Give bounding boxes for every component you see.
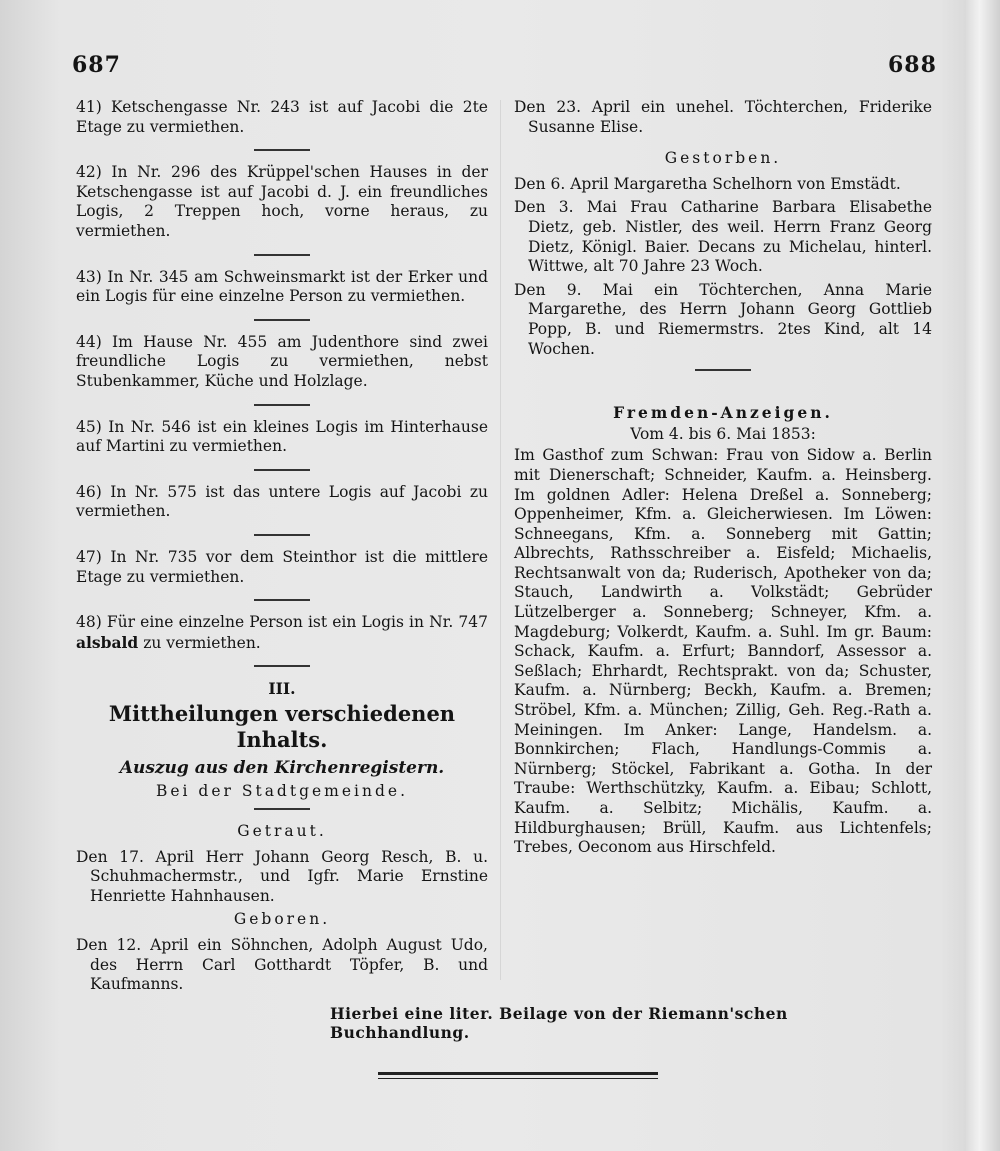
ad-43: 43) In Nr. 345 am Schweinsmarkt ist der Erker und ein Logis für eine einzelne Person zu vermiethen. bbox=[76, 267, 488, 306]
page-number-left: 687 bbox=[72, 52, 121, 78]
separator bbox=[254, 319, 310, 321]
left-column bbox=[76, 98, 488, 999]
born-entry-1: Den 12. April ein Söhnchen, Adolph August Udo, des Herrn Carl Gotthardt Töpfer, B. und Kaufmanns. bbox=[76, 936, 488, 994]
section-subtitle: Auszug aus den Kirchenregistern. bbox=[119, 757, 445, 778]
fremden-dates: Vom 4. bis 6. Mai 1853: bbox=[630, 424, 816, 443]
footer-rule bbox=[378, 1072, 658, 1075]
ad-48 bbox=[76, 613, 488, 653]
footer-note: Hierbei eine liter. Beilage von der Riemann'schen Buchhandlung. bbox=[330, 1004, 788, 1042]
died-entry-1: Den 6. April Margaretha Schelhorn von Emstädt. bbox=[514, 174, 901, 193]
born-heading: Geboren. bbox=[233, 910, 331, 929]
ad-46: 46) In Nr. 575 ist das untere Logis auf Jacobi zu vermiethen. bbox=[76, 482, 488, 521]
ad-42: 42) In Nr. 296 des Krüppel'schen Hauses in der Ketschengasse ist auf Jacobi d. J. ein freundliches Logis, 2 Treppen hoch, vorne heraus, zu vermiethen. bbox=[76, 163, 488, 240]
ad-48-tail: zu vermiethen. bbox=[138, 633, 261, 652]
separator bbox=[254, 808, 310, 810]
page-number-right: 688 bbox=[888, 52, 937, 78]
married-entry: Den 17. April Herr Johann Georg Resch, B. u. Schuhmachermstr., und Igfr. Marie Ernstine Henriette Hahnhausen. bbox=[76, 847, 488, 905]
right-column bbox=[514, 98, 932, 870]
separator bbox=[254, 534, 310, 536]
ad-47: 47) In Nr. 735 vor dem Steinthor ist die mittlere Etage zu vermiethen. bbox=[76, 547, 488, 586]
died-entry-2: Den 3. Mai Frau Catharine Barbara Elisabethe Dietz, geb. Nistler, des weil. Herrn Franz Georg Dietz, Königl. Baier. Decans zu Michelau, hinterl. Wittwe, alt 70 Jahre 23 Woch. bbox=[514, 198, 932, 276]
separator bbox=[254, 149, 310, 151]
died-heading: Gestorben. bbox=[664, 149, 782, 168]
ad-48-text: 48) Für eine einzelne Person ist ein Logis in Nr. 747 bbox=[76, 613, 488, 632]
separator bbox=[254, 599, 310, 601]
section-title: Mittheilungen verschiedenen Inhalts. bbox=[108, 700, 456, 752]
married-heading: Getraut. bbox=[237, 822, 327, 841]
fremden-text: Im Gasthof zum Schwan: Frau von Sidow a. Berlin mit Dienerschaft; Schneider, Kaufm. a. Heinsberg. Im goldnen Adler: Helena Dreßel a. Sonneberg; Oppenheimer, Kfm. a. Gleicherwiesen. Im Löwen: Schneegans, Kfm. a. Sonneberg mit Gattin; Albrechts, Rathsschreiber a. Eisfeld; Michaelis, Rechtsanwalt von da; Ruderisch, Apotheker von da; Stauch, Landwirth a. Volkstädt; Gebrüder Lützelberger a. Sonneberg; Schneyer, Kfm. a. Magdeburg; Volkerdt, Kaufm. a. Suhl. Im gr. Baum: Schack, Kaufm. a. Erfurt; Banndorf, Assessor a. Seßlach; Ehrhardt, Rechtsprakt. von da; Schuster, Kaufm. a. Nürnberg; Beckh, Kaufm. a. Bremen; Ströbel, Kfm. a. München; Zillig, Geh. Reg.-Rath a. Meiningen. Im Anker: Lange, Handelsm. a. Bonnkirchen; Flach, Handlungs-Commis a. Nürnberg; Stöckel, Fabrikant a. Gotha. In der Traube: Werthschützky, Kaufm. a. Eibau; Schlott, Kaufm. a. Selbitz; Michälis, Kaufm. a. Hildburghausen; Brüll, Kaufm. aus Lichtenfels; Trebes, Oeconom aus Hirschfeld. bbox=[514, 446, 932, 857]
fremden-title: Fremden-Anzeigen. bbox=[613, 403, 833, 423]
separator bbox=[254, 254, 310, 256]
separator bbox=[254, 469, 310, 471]
died-entry-3: Den 9. Mai ein Töchterchen, Anna Marie Margarethe, des Herrn Johann Georg Gottlieb Popp, B. und Riemermstrs. 2tes Kind, alt 14 Wochen. bbox=[514, 280, 932, 358]
ad-48-emphasis: alsbald bbox=[76, 632, 139, 652]
ad-44: 44) Im Hause Nr. 455 am Judenthore sind zwei freundliche Logis zu vermiethen, nebst Stubenkammer, Küche und Holzlage. bbox=[76, 332, 488, 390]
separator bbox=[695, 369, 751, 371]
footer-rule-thin bbox=[378, 1078, 658, 1079]
community-heading: Bei der Stadtgemeinde. bbox=[155, 782, 409, 801]
separator bbox=[254, 404, 310, 406]
section-number: III. bbox=[268, 679, 296, 699]
column-divider bbox=[500, 100, 501, 980]
ad-41: 41) Ketschengasse Nr. 243 ist auf Jacobi die 2te Etage zu vermiethen. bbox=[76, 98, 488, 136]
born-entry-2: Den 23. April ein unehel. Töchterchen, Friderike Susanne Elise. bbox=[514, 98, 932, 136]
page-edge bbox=[966, 0, 1000, 1151]
ad-45: 45) In Nr. 546 ist ein kleines Logis im Hinterhause auf Martini zu vermiethen. bbox=[76, 417, 488, 456]
separator bbox=[254, 665, 310, 667]
